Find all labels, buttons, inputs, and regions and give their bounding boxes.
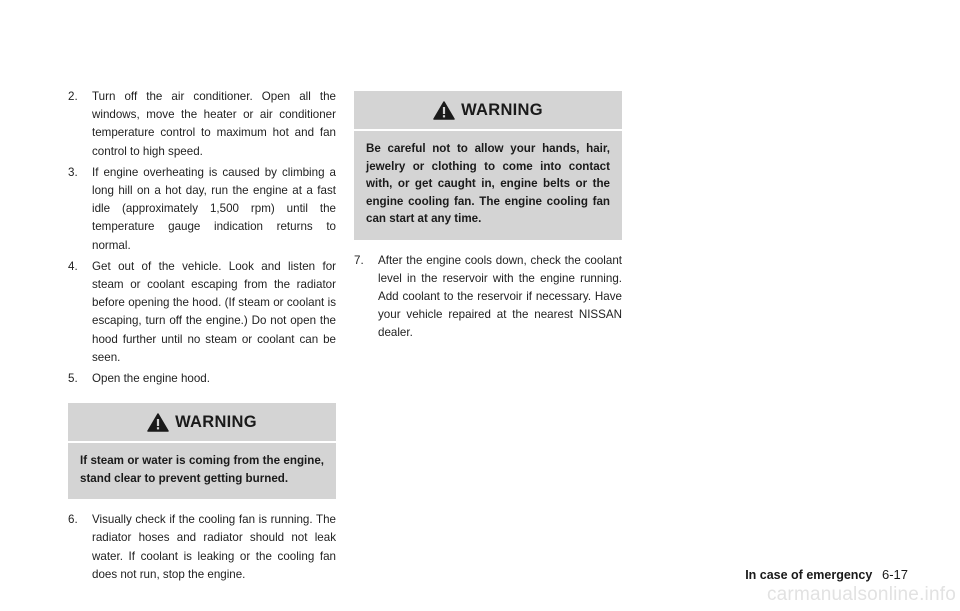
step-3 [68,164,336,255]
step-7 [354,252,622,343]
warning-box-cooling-fan [354,91,622,240]
steps-list-left [68,88,336,388]
step-text: Turn off the air conditioner. Open all the windows, move the heater or air conditioner temperature control to maximum hot and fan control to high speed. [92,90,336,158]
warning-box-steam [68,403,336,499]
watermark: carmanualsonline.info [766,584,956,605]
step-number: 5. [68,372,78,386]
step-6 [68,511,336,584]
warning-text: Be careful not to allow your hands, hair, jewelry or clothing to come into contact with, or get caught in, engine belts or the engine cooling fan. The engine cooling fan can start at any time. [366,142,610,225]
step-text: Open the engine hood. [92,372,210,386]
step-text: If engine overheating is caused by climbing a long hill on a hot day, run the engine at a fast idle (approximately 1,500 rpm) until the temperature gauge indication returns to normal. [92,165,336,252]
warning-header [68,403,336,443]
warning-header [354,91,622,131]
step-number: 6. [68,513,78,527]
step-number: 7. [354,253,364,267]
warning-title: WARNING [461,100,543,119]
step-text: Visually check if the cooling fan is running. The radiator hoses and radiator should not leak water. If coolant is leaking or the cooling fan does not run, stop the engine. [92,513,336,581]
warning-title: WARNING [175,412,257,431]
step-text: Get out of the vehicle. Look and listen for steam or coolant escaping from the radiator before opening the hood. (If steam or coolant is escaping, turn off the engine.) Do not open the hood further until no steam or coolant can be seen. [92,259,336,364]
step-number: 3. [68,165,78,179]
right-column [354,88,622,346]
step-number: 2. [68,90,78,103]
left-column [68,88,336,587]
warning-text: If steam or water is coming from the engine, stand clear to prevent getting burned. [80,454,324,485]
warning-triangle-icon [433,101,455,120]
step-text: After the engine cools down, check the coolant level in the reservoir with the engine running. Add coolant to the reservoir if necessary. Have your vehicle repaired at the nearest NISSAN dealer. [378,253,622,340]
step-number: 4. [68,259,78,273]
section-title: In case of emergency [745,568,873,582]
steps-list-left-continued [68,511,336,584]
step-2 [68,88,336,161]
step-4 [68,258,336,367]
steps-list-right [354,252,622,343]
page-number: 6-17 [881,567,908,582]
page-footer [745,567,908,582]
step-5 [68,370,336,388]
warning-triangle-icon [147,413,169,432]
